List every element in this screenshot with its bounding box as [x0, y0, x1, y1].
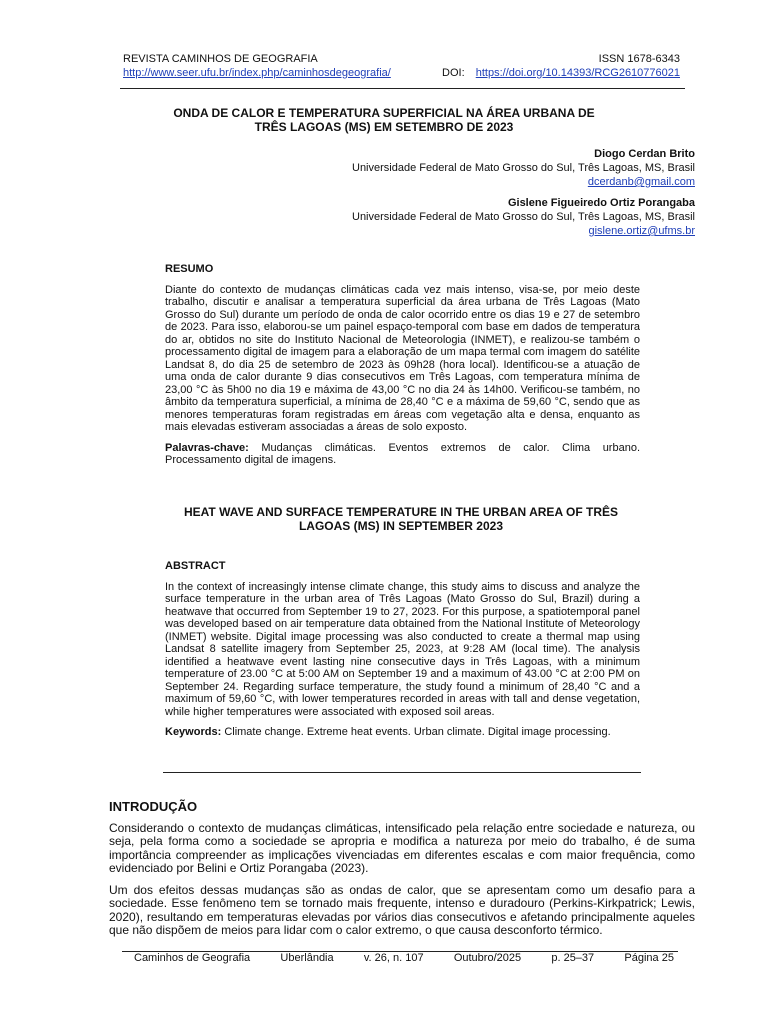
footer-date: Outubro/2025: [453, 952, 522, 964]
author-block: [275, 147, 695, 189]
author-name: Gislene Figueiredo Ortiz Porangaba: [507, 197, 695, 209]
introduction-section: [109, 800, 695, 946]
journal-name: REVISTA CAMINHOS DE GEOGRAFIA: [123, 53, 318, 65]
keywords-label: Palavras-chave:: [165, 441, 249, 454]
author-email-link[interactable]: gislene.ortiz@ufms.br: [588, 225, 695, 237]
author-email-link[interactable]: dcerdanb@gmail.com: [587, 176, 695, 188]
abstract-heading: ABSTRACT: [165, 560, 226, 572]
footer-pages: p. 25–37: [551, 952, 595, 964]
intro-heading: INTRODUÇÃO: [109, 799, 198, 814]
header-divider: [120, 88, 685, 89]
author-affiliation: Universidade Federal de Mato Grosso do Sul, Três Lagoas, MS, Brasil: [352, 162, 695, 174]
author-block: [275, 196, 695, 238]
resumo-keywords: [165, 442, 640, 467]
doi-label: DOI:: [442, 67, 465, 79]
resumo-section: [165, 263, 640, 467]
footer-page-number: Página 25: [624, 952, 674, 964]
keywords-text: Climate change. Extreme heat events. Urban climate. Digital image processing.: [224, 726, 611, 738]
keywords-text: Mudanças climáticas. Eventos extremos de calor. Clima urbano. Processamento digital de imagens.: [165, 441, 640, 466]
paper-title-pt: ONDA DE CALOR E TEMPERATURA SUPERFICIAL NA ÁREA URBANA DE TRÊS LAGOAS (MS) EM SETEMBRO DE 2023: [173, 106, 595, 134]
abstract-text: In the context of increasingly intense climate change, this study aims to discuss and analyze the surface temperature in the urban area of Três Lagoas (Mato Grosso do Sul, Brazil) during a heatwave that occurred from September 19 to 27, 2023. For this purpose, a spatiotemporal panel was developed based on air temperature data obtained from the National Institute of Meteorology (INMET) website. Digital image processing was also conducted to create a thermal map using Landsat 8 satellite imagery from September 25, 2023, at 9:28 AM (local time). The analysis identified a heatwave event lasting nine consecutive days in Três Lagoas, with a minimum temperature of 23.00 °C at 5:00 AM on September 19 and a maximum of 43.00 °C at 2:00 PM on September 24. Regarding surface temperature, the study found a minimum of 28,40 °C and a maximum of 59,60 °C, with lower temperatures recorded in areas with tall and dense vegetation, while higher temperatures were associated with exposed soil areas.: [165, 580, 640, 718]
paper-title-en: HEAT WAVE AND SURFACE TEMPERATURE IN THE URBAN AREA OF TRÊS LAGOAS (MS) IN SEPTEMBER 2023: [183, 505, 618, 533]
footer-journal: Caminhos de Geografia: [134, 952, 251, 964]
footer-volume: v. 26, n. 107: [363, 952, 424, 964]
doi-link[interactable]: https://doi.org/10.14393/RCG2610776021: [475, 67, 680, 79]
abstract-divider: [163, 772, 641, 773]
abstract-keywords: [165, 726, 640, 739]
resumo-heading: RESUMO: [165, 263, 214, 275]
journal-url-link[interactable]: http://www.seer.ufu.br/index.php/caminhosdegeografia/: [123, 67, 391, 79]
footer-city: Uberlândia: [280, 952, 334, 964]
intro-paragraph: Considerando o contexto de mudanças climáticas, intensificado pela relação entre sociedade e natureza, ou seja, pela forma como a sociedade se apropria e modifica a natureza por meio do trabalho, é de suma importância compreender as implicações vivenciadas em diferentes escalas e com maior frequência, como evidenciado por Belini e Ortiz Porangaba (2023).: [109, 820, 695, 875]
abstract-section: [165, 560, 640, 739]
running-footer: [134, 952, 674, 965]
author-name: Diogo Cerdan Brito: [594, 148, 695, 160]
intro-paragraph: Um dos efeitos dessas mudanças são as ondas de calor, que se apresentam como um desafio para a sociedade. Esse fenômeno tem se tornado mais frequente, intenso e duradouro (Perkins-Kirkpatrick; Lewis, 2020), resultando em temperaturas elevadas por vários dias consecutivos e afetando principalmente aqueles que não dispõem de meios para lidar com o calor extremo, o que causa desconforto térmico.: [109, 882, 695, 937]
running-header: [123, 52, 680, 80]
resumo-text: Diante do contexto de mudanças climáticas cada vez mais intenso, visa-se, por meio deste trabalho, discutir e analisar a temperatura superficial da área urbana de Três Lagoas (Mato Grosso do Sul) durante um período de onda de calor ocorrido entre os dias 19 e 27 de setembro de 2023. Para isso, elaborou-se um painel espaço-temporal com base em dados de temperatura do ar, obtidos no site do Instituto Nacional de Meteorologia (INMET), e realizou-se também o processamento digital de imagem para a elaboração de um mapa termal com imagem do satélite Landsat 8, do dia 25 de setembro de 2023 às 09h28 (hora local). Identificou-se a atuação de uma onda de calor durante 9 dias consecutivos em Três Lagoas, com temperatura mínima de 23,00 °C às 5h00 no dia 19 e máxima de 43,00 °C no dia 24 às 14h00. Verificou-se também, no âmbito da temperatura superficial, a mínima de 28,40 °C e a máxima de 59,60 °C, sendo que as menores temperaturas foram registradas em áreas com vegetação alta e densa, enquanto as mais elevadas estiveram associadas a áreas de solo exposto.: [165, 283, 640, 433]
keywords-label: Keywords:: [165, 726, 222, 738]
issn: ISSN 1678-6343: [598, 53, 680, 65]
author-affiliation: Universidade Federal de Mato Grosso do Sul, Três Lagoas, MS, Brasil: [352, 211, 695, 223]
